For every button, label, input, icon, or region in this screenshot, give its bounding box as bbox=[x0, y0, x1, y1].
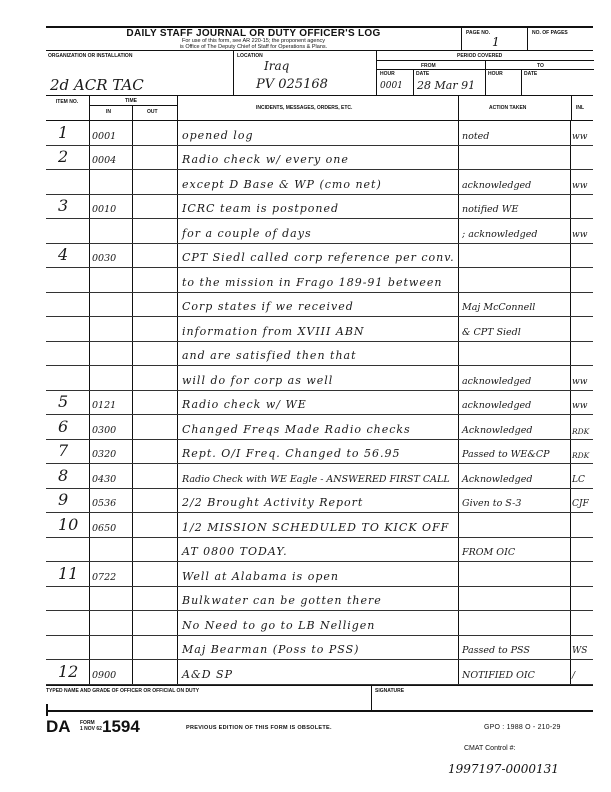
action-taken-cell bbox=[458, 538, 571, 562]
incident-text: information from XVIII ABN bbox=[182, 324, 365, 338]
incident-text: CPT Siedl called corp reference per conv. bbox=[182, 251, 455, 264]
time-header: TIME IN OUT bbox=[89, 96, 178, 120]
action-taken-cell bbox=[458, 219, 571, 243]
time-in-cell bbox=[89, 464, 133, 488]
time-in: 0030 bbox=[92, 253, 117, 264]
item-number: 4 bbox=[58, 245, 69, 264]
initials: / bbox=[572, 670, 576, 681]
initials-cell bbox=[570, 244, 593, 268]
item-number-cell bbox=[46, 636, 90, 660]
incident-text-cell bbox=[177, 293, 459, 317]
action-taken: Passed to PSS bbox=[462, 645, 530, 656]
item-number: 3 bbox=[58, 196, 69, 215]
item-number: 2 bbox=[58, 147, 69, 166]
time-in-cell bbox=[89, 538, 133, 562]
time-in: 0430 bbox=[92, 473, 117, 485]
item-number: 10 bbox=[58, 514, 79, 534]
previous-edition-note: PREVIOUS EDITION OF THIS FORM IS OBSOLETE. bbox=[186, 725, 332, 731]
incident-text-cell bbox=[177, 636, 459, 660]
incident-text-cell bbox=[177, 440, 459, 464]
action-taken: acknowledged bbox=[462, 400, 532, 411]
time-out-cell bbox=[132, 538, 178, 562]
item-number: 8 bbox=[58, 465, 69, 485]
staff-journal-form bbox=[46, 26, 593, 712]
period-covered bbox=[376, 51, 594, 95]
initials: ww bbox=[572, 131, 588, 142]
action-taken-cell bbox=[458, 513, 571, 537]
initials: ww bbox=[572, 401, 588, 411]
column-headers bbox=[46, 96, 593, 121]
form-number: 1594 bbox=[102, 717, 140, 736]
journal-row bbox=[46, 244, 593, 269]
journal-row bbox=[46, 538, 593, 563]
time-out-cell bbox=[132, 611, 178, 635]
time-in: 0121 bbox=[92, 400, 117, 411]
initials-cell bbox=[570, 464, 593, 488]
incident-text-cell bbox=[177, 513, 459, 537]
time-out-cell bbox=[132, 391, 178, 415]
incident-text-cell bbox=[177, 660, 459, 684]
incident-text-cell bbox=[177, 146, 459, 170]
item-number: 5 bbox=[58, 392, 69, 411]
action-taken-cell bbox=[458, 440, 571, 464]
time-in-cell bbox=[89, 440, 133, 464]
time-in-cell bbox=[89, 146, 133, 170]
item-number-cell bbox=[46, 562, 90, 586]
time-in-cell bbox=[89, 342, 133, 366]
time-in: 0320 bbox=[92, 449, 117, 460]
incident-text-cell bbox=[177, 170, 459, 194]
location-value-1: Iraq bbox=[264, 59, 290, 73]
initials: LC bbox=[572, 474, 585, 485]
incident-text-cell bbox=[177, 538, 459, 562]
action-taken-cell bbox=[458, 464, 571, 488]
journal-row bbox=[46, 170, 593, 195]
initials-cell bbox=[570, 121, 593, 145]
signature-label: SIGNATURE bbox=[375, 687, 405, 694]
time-in-cell bbox=[89, 317, 133, 341]
initials: RDK bbox=[572, 451, 590, 460]
initials-cell bbox=[570, 146, 593, 170]
action-taken: NOTIFIED OIC bbox=[462, 669, 535, 681]
incident-text: will do for corp as well bbox=[182, 373, 334, 387]
time-in-cell bbox=[89, 244, 133, 268]
time-out-cell bbox=[132, 513, 178, 537]
incident-text-cell bbox=[177, 415, 459, 439]
to-label: TO bbox=[537, 63, 544, 69]
from-hour-value: 0001 bbox=[380, 81, 403, 91]
incident-text: 2/2 Brought Activity Report bbox=[182, 496, 364, 509]
action-taken: ; acknowledged bbox=[462, 228, 538, 240]
incident-text: Radio check w/ every one bbox=[182, 153, 349, 166]
action-taken: & CPT Siedl bbox=[462, 326, 521, 338]
initials-cell bbox=[570, 636, 593, 660]
control-number: 1997197-0000131 bbox=[448, 762, 559, 776]
journal-row bbox=[46, 268, 593, 293]
time-out-cell bbox=[132, 170, 178, 194]
form-date-label: FORM 1 NOV 62 bbox=[80, 720, 102, 732]
time-in-cell bbox=[89, 293, 133, 317]
item-number: 12 bbox=[58, 661, 79, 681]
form-footer bbox=[46, 717, 593, 737]
incident-text-cell bbox=[177, 244, 459, 268]
journal-row bbox=[46, 317, 593, 342]
subtitle-line-1: For use of this form, see AR 220-15; the proponent agency bbox=[181, 38, 326, 44]
time-in: 0010 bbox=[92, 204, 117, 215]
action-taken-cell bbox=[458, 587, 571, 611]
org-location-period bbox=[46, 51, 593, 96]
in-header: IN bbox=[106, 109, 111, 115]
journal-row bbox=[46, 440, 593, 465]
incident-text-cell bbox=[177, 464, 459, 488]
time-in-cell bbox=[89, 391, 133, 415]
incident-text-cell bbox=[177, 317, 459, 341]
incident-text: and are satisfied then that bbox=[182, 349, 357, 362]
from-date-value: 28 Mar 91 bbox=[417, 79, 476, 92]
action-taken: Acknowledged bbox=[462, 424, 533, 436]
journal-row bbox=[46, 660, 593, 685]
initials-cell bbox=[570, 366, 593, 390]
action-taken-cell bbox=[458, 660, 571, 684]
item-number: 7 bbox=[58, 441, 69, 460]
journal-row bbox=[46, 464, 593, 489]
incident-text: A&D SP bbox=[182, 667, 233, 681]
to-date-label: DATE bbox=[524, 71, 538, 77]
initials-cell bbox=[570, 195, 593, 219]
initials: RDK bbox=[572, 426, 590, 436]
time-in-cell bbox=[89, 587, 133, 611]
incident-text: No Need to go to LB Nelligen bbox=[182, 618, 376, 632]
time-out-cell bbox=[132, 464, 178, 488]
time-out-cell bbox=[132, 562, 178, 586]
incident-text-cell bbox=[177, 611, 459, 635]
item-number-cell bbox=[46, 121, 90, 145]
signature-row bbox=[46, 685, 593, 712]
initials-cell bbox=[570, 538, 593, 562]
cmat-control-label: CMAT Control #: bbox=[464, 745, 516, 752]
action-taken: FROM OIC bbox=[462, 547, 516, 558]
time-in-cell bbox=[89, 660, 133, 684]
item-number-cell bbox=[46, 268, 90, 292]
time-in: 0004 bbox=[92, 155, 117, 166]
action-taken-cell bbox=[458, 317, 571, 341]
incident-text: Corp states if we received bbox=[182, 300, 354, 313]
time-out-cell bbox=[132, 293, 178, 317]
initials-header: INL bbox=[576, 105, 585, 111]
time-in-cell bbox=[89, 219, 133, 243]
time-in-cell bbox=[89, 195, 133, 219]
action-taken: Passed to WE&CP bbox=[462, 449, 550, 460]
action-taken-cell bbox=[458, 146, 571, 170]
time-in: 0650 bbox=[92, 522, 117, 534]
action-taken: Acknowledged bbox=[462, 473, 533, 485]
item-number-cell bbox=[46, 342, 90, 366]
item-number-cell bbox=[46, 415, 90, 439]
initials-cell bbox=[570, 170, 593, 194]
journal-row bbox=[46, 195, 593, 220]
item-number-cell bbox=[46, 366, 90, 390]
time-in-cell bbox=[89, 121, 133, 145]
incident-text: Well at Alabama is open bbox=[182, 569, 339, 583]
item-number: 1 bbox=[58, 122, 69, 142]
item-number-cell bbox=[46, 440, 90, 464]
time-in-cell bbox=[89, 366, 133, 390]
time-out-cell bbox=[132, 489, 178, 513]
action-taken-cell bbox=[458, 415, 571, 439]
journal-row bbox=[46, 219, 593, 244]
from-label: FROM bbox=[421, 63, 436, 69]
period-label: PERIOD COVERED bbox=[457, 53, 503, 59]
incident-text: opened log bbox=[182, 128, 254, 142]
incident-text-cell bbox=[177, 342, 459, 366]
form-subtitle bbox=[46, 38, 461, 50]
form-header bbox=[46, 26, 593, 51]
journal-entries bbox=[46, 121, 593, 685]
org-value: 2d ACR TAC bbox=[50, 76, 144, 94]
incident-text: Bulkwater can be gotten there bbox=[182, 594, 382, 607]
time-out-cell bbox=[132, 660, 178, 684]
location-cell bbox=[233, 51, 328, 95]
time-out-cell bbox=[132, 146, 178, 170]
journal-row bbox=[46, 121, 593, 146]
da-label: DA bbox=[46, 717, 71, 736]
initials-cell bbox=[570, 293, 593, 317]
item-number-cell bbox=[46, 464, 90, 488]
time-out-cell bbox=[132, 317, 178, 341]
action-taken: acknowledged bbox=[462, 375, 532, 387]
incident-text: Changed Freqs Made Radio checks bbox=[182, 422, 411, 436]
out-header: OUT bbox=[147, 109, 158, 115]
item-number-cell bbox=[46, 391, 90, 415]
initials: CJF bbox=[572, 499, 589, 509]
action-taken-cell bbox=[458, 366, 571, 390]
item-number-cell bbox=[46, 660, 90, 684]
item-number-cell bbox=[46, 587, 90, 611]
action-taken: Given to S-3 bbox=[462, 498, 522, 509]
journal-row bbox=[46, 587, 593, 612]
time-in-cell bbox=[89, 268, 133, 292]
time-out-cell bbox=[132, 415, 178, 439]
initials-cell bbox=[570, 317, 593, 341]
action-taken-cell bbox=[458, 121, 571, 145]
incident-text-cell bbox=[177, 366, 459, 390]
time-in-cell bbox=[89, 513, 133, 537]
initials-cell bbox=[570, 440, 593, 464]
incidents-header: INCIDENTS, MESSAGES, ORDERS, ETC. bbox=[256, 105, 353, 111]
time-out-cell bbox=[132, 440, 178, 464]
action-taken: acknowledged bbox=[462, 179, 532, 191]
journal-row bbox=[46, 513, 593, 538]
time-out-cell bbox=[132, 636, 178, 660]
time-in: 0722 bbox=[92, 571, 117, 583]
time-out-cell bbox=[132, 342, 178, 366]
initials-cell bbox=[570, 219, 593, 243]
initials-cell bbox=[570, 513, 593, 537]
initials-cell bbox=[570, 268, 593, 292]
item-number-cell bbox=[46, 513, 90, 537]
action-taken-cell bbox=[458, 391, 571, 415]
time-in: 0900 bbox=[92, 669, 117, 681]
time-in-cell bbox=[89, 170, 133, 194]
item-number-cell bbox=[46, 146, 90, 170]
action-taken-cell bbox=[458, 562, 571, 586]
no-of-pages-label: NO. OF PAGES bbox=[532, 30, 568, 36]
item-number: 9 bbox=[58, 490, 69, 509]
time-in-cell bbox=[89, 562, 133, 586]
incident-text-cell bbox=[177, 268, 459, 292]
time-in-cell bbox=[89, 611, 133, 635]
time-out-cell bbox=[132, 195, 178, 219]
item-number-cell bbox=[46, 219, 90, 243]
form-title: DAILY STAFF JOURNAL OR DUTY OFFICER'S LOG bbox=[126, 28, 381, 39]
item-number-cell bbox=[46, 538, 90, 562]
incident-text: 1/2 MISSION SCHEDULED TO KICK OFF bbox=[182, 520, 450, 534]
initials-cell bbox=[570, 391, 593, 415]
item-number-cell bbox=[46, 293, 90, 317]
incident-text: for a couple of days bbox=[182, 226, 312, 240]
no-of-pages-box bbox=[527, 28, 594, 50]
time-out-cell bbox=[132, 219, 178, 243]
action-taken-header: ACTION TAKEN bbox=[458, 96, 572, 120]
journal-row bbox=[46, 415, 593, 440]
incident-text-cell bbox=[177, 195, 459, 219]
journal-row bbox=[46, 366, 593, 391]
incident-text: ICRC team is postponed bbox=[182, 202, 340, 215]
initials-cell bbox=[570, 660, 593, 684]
time-in-cell bbox=[89, 415, 133, 439]
item-number-cell bbox=[46, 244, 90, 268]
initials-cell bbox=[570, 562, 593, 586]
subtitle-line-2: is Office of The Deputy Chief of Staff for Operations & Plans. bbox=[179, 44, 328, 50]
journal-row bbox=[46, 489, 593, 514]
item-number-cell bbox=[46, 489, 90, 513]
incident-text-cell bbox=[177, 562, 459, 586]
action-taken-cell bbox=[458, 244, 571, 268]
item-number: 11 bbox=[58, 563, 79, 583]
journal-row bbox=[46, 293, 593, 318]
gpo-code: GPO : 1988 O - 210-29 bbox=[484, 724, 561, 731]
action-taken-cell bbox=[458, 611, 571, 635]
incident-text: Rept. O/I Freq. Changed to 56.95 bbox=[182, 447, 401, 460]
incident-text-cell bbox=[177, 219, 459, 243]
item-number-cell bbox=[46, 611, 90, 635]
initials-cell bbox=[570, 611, 593, 635]
initials: WS bbox=[572, 646, 588, 656]
initials-cell bbox=[570, 587, 593, 611]
officer-name-label: TYPED NAME AND GRADE OF OFFICER OR OFFICIAL ON DUTY bbox=[46, 687, 200, 694]
action-taken-cell bbox=[458, 293, 571, 317]
action-taken-cell bbox=[458, 268, 571, 292]
journal-row bbox=[46, 146, 593, 171]
incident-text: Radio check w/ WE bbox=[182, 398, 307, 411]
incident-text: Maj Bearman (Poss to PSS) bbox=[182, 643, 360, 656]
journal-row bbox=[46, 391, 593, 416]
time-out-cell bbox=[132, 244, 178, 268]
incident-text-cell bbox=[177, 391, 459, 415]
incident-text-cell bbox=[177, 121, 459, 145]
initials-cell bbox=[570, 342, 593, 366]
item-number: 6 bbox=[58, 416, 69, 436]
time-in-cell bbox=[89, 489, 133, 513]
org-label: ORGANIZATION OR INSTALLATION bbox=[48, 53, 133, 59]
item-number-cell bbox=[46, 317, 90, 341]
page-number-box bbox=[461, 28, 528, 50]
journal-row bbox=[46, 342, 593, 367]
initials: ww bbox=[572, 180, 588, 191]
initials: ww bbox=[572, 229, 588, 240]
from-date-label: DATE bbox=[416, 71, 430, 77]
item-no-header: ITEM NO. bbox=[46, 96, 90, 120]
time-out-cell bbox=[132, 366, 178, 390]
action-taken-cell bbox=[458, 489, 571, 513]
location-value-2: PV 025168 bbox=[256, 77, 328, 92]
action-taken-cell bbox=[458, 636, 571, 660]
time-in-cell bbox=[89, 636, 133, 660]
time-in: 0300 bbox=[92, 424, 117, 436]
time-out-cell bbox=[132, 587, 178, 611]
from-hour-label: HOUR bbox=[380, 71, 395, 77]
item-number-cell bbox=[46, 170, 90, 194]
form-edge-mark bbox=[46, 704, 48, 716]
journal-row bbox=[46, 636, 593, 661]
action-taken: Maj McConnell bbox=[462, 302, 536, 313]
item-number-cell bbox=[46, 195, 90, 219]
incident-text: AT 0800 TODAY. bbox=[182, 545, 288, 558]
time-in: 0001 bbox=[92, 130, 117, 142]
incident-text: to the mission in Frago 189-91 between bbox=[182, 275, 443, 289]
initials-cell bbox=[570, 489, 593, 513]
initials-cell bbox=[570, 415, 593, 439]
action-taken-cell bbox=[458, 170, 571, 194]
page-no-value: 1 bbox=[492, 35, 500, 49]
incident-text-cell bbox=[177, 489, 459, 513]
journal-row bbox=[46, 611, 593, 636]
time-out-cell bbox=[132, 121, 178, 145]
action-taken: noted bbox=[462, 130, 490, 142]
location-label: LOCATION bbox=[237, 53, 263, 59]
journal-row bbox=[46, 562, 593, 587]
page-no-label: PAGE NO. bbox=[466, 30, 491, 36]
time-out-cell bbox=[132, 268, 178, 292]
incident-text-cell bbox=[177, 587, 459, 611]
initials: ww bbox=[572, 376, 588, 387]
time-in: 0536 bbox=[92, 498, 117, 509]
action-taken: notified WE bbox=[462, 204, 519, 215]
incident-text: Radio Check with WE Eagle - ANSWERED FIRST CALL bbox=[182, 473, 450, 485]
action-taken-cell bbox=[458, 195, 571, 219]
to-hour-label: HOUR bbox=[488, 71, 503, 77]
incident-text: except D Base & WP (cmo net) bbox=[182, 177, 382, 191]
action-taken-cell bbox=[458, 342, 571, 366]
